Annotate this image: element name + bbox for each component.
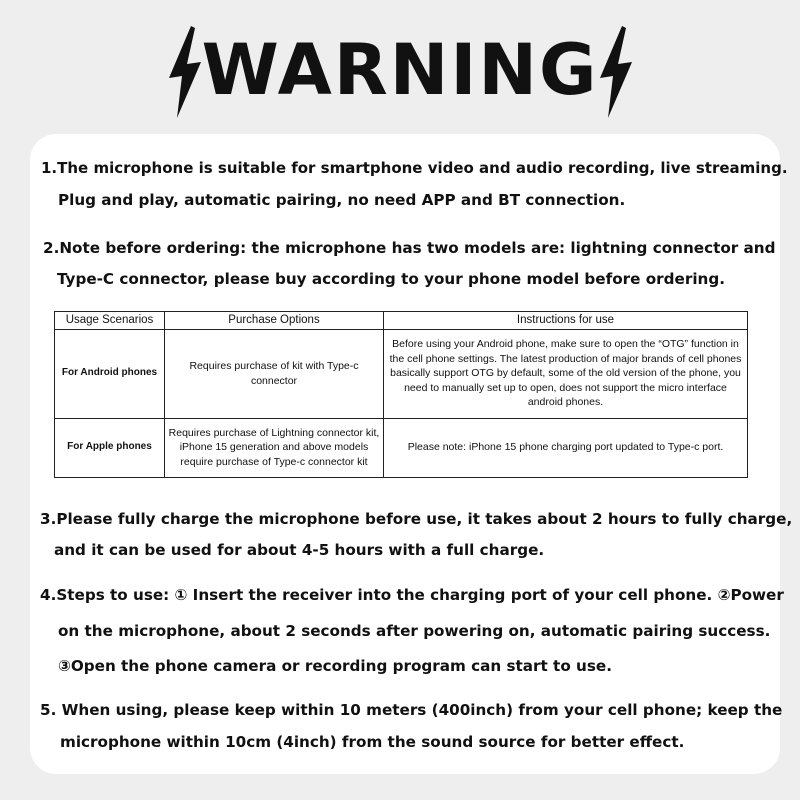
note-2-line-2: Type-C connector, please buy according to your phone model before ordering. bbox=[57, 270, 725, 288]
note-4-line-1: 4.Steps to use: ① Insert the receiver into the charging port of your cell phone. ②Power bbox=[40, 586, 784, 604]
note-1-line-2: Plug and play, automatic pairing, no need APP and BT connection. bbox=[58, 191, 626, 209]
note-2-line-1: 2.Note before ordering: the microphone has two models are: lightning connector and bbox=[43, 239, 776, 257]
note-5-line-1: 5. When using, please keep within 10 meters (400inch) from your cell phone; keep the bbox=[40, 701, 783, 719]
header-usage-scenarios: Usage Scenarios bbox=[55, 312, 165, 330]
header-instructions: Instructions for use bbox=[384, 312, 748, 330]
table-row bbox=[55, 329, 748, 418]
option-cell: Requires purchase of Lightning connector kit, iPhone 15 generation and above models require purchase of Type-c connector kit bbox=[165, 418, 384, 477]
instructions-cell: Before using your Android phone, make sure to open the “OTG” function in the cell phone settings. The latest production of major brands of cell phones basically support OTG by default, some of the old version of the phone, you need to manually set up to open, does not support the micro interface android phones. bbox=[384, 329, 748, 418]
page-title: WARNING bbox=[201, 29, 599, 111]
header-purchase-options: Purchase Options bbox=[165, 312, 384, 330]
note-3-line-1: 3.Please fully charge the microphone before use, it takes about 2 hours to fully charge, bbox=[40, 510, 793, 528]
lightning-bolt-icon bbox=[596, 24, 636, 120]
note-3-line-2: and it can be used for about 4-5 hours with a full charge. bbox=[54, 541, 545, 559]
table-header-row bbox=[55, 312, 748, 330]
note-1-line-1: 1.The microphone is suitable for smartphone video and audio recording, live streaming. bbox=[41, 159, 788, 177]
note-4-line-2: on the microphone, about 2 seconds after powering on, automatic pairing success. bbox=[58, 622, 771, 640]
option-cell: Requires purchase of kit with Type-c connector bbox=[165, 329, 384, 418]
scenario-cell: For Android phones bbox=[55, 329, 165, 418]
note-4-line-3: ③Open the phone camera or recording program can start to use. bbox=[58, 657, 612, 675]
note-5-line-2: microphone within 10cm (4inch) from the sound source for better effect. bbox=[60, 733, 685, 751]
purchase-options-table bbox=[54, 311, 748, 478]
table-row bbox=[55, 418, 748, 477]
scenario-cell: For Apple phones bbox=[55, 418, 165, 477]
instructions-cell: Please note: iPhone 15 phone charging port updated to Type-c port. bbox=[384, 418, 748, 477]
